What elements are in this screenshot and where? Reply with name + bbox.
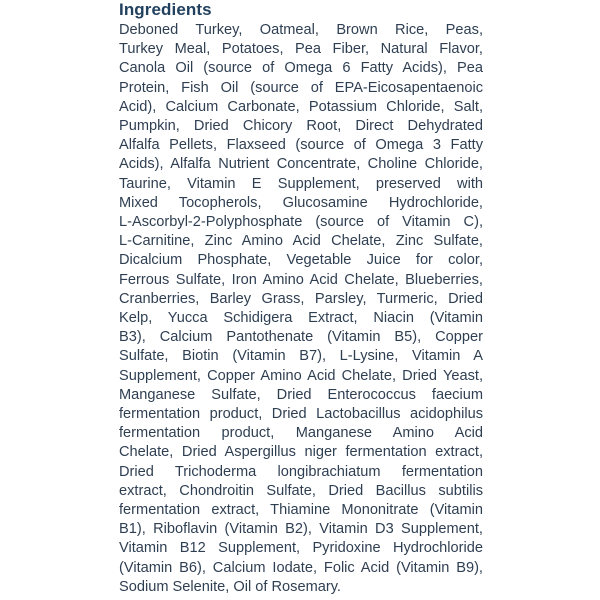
ingredient-line: Sulfate, Biotin (Vitamin B7), L-Lysine, Vitamin A — [119, 348, 483, 365]
ingredient-line: (Vitamin B6), Calcium Iodate, Folic Acid (Vitamin B9), — [119, 559, 483, 576]
ingredient-line: Protein, Fish Oil (source of EPA-Eicosapentaenoic — [119, 79, 483, 96]
ingredient-line: B1), Riboflavin (Vitamin B2), Vitamin D3 Supplement, — [119, 521, 483, 538]
ingredient-line: Cranberries, Barley Grass, Parsley, Turmeric, Dried — [119, 290, 483, 307]
ingredient-line: Deboned Turkey, Oatmeal, Brown Rice, Peas, — [119, 22, 483, 38]
ingredients-heading: Ingredients — [119, 0, 212, 19]
ingredient-line: L-Carnitine, Zinc Amino Acid Chelate, Zinc Sulfate, — [119, 233, 483, 250]
ingredient-line: Acids), Alfalfa Nutrient Concentrate, Choline Chloride, — [119, 156, 483, 173]
ingredients-panel — [119, 0, 483, 600]
ingredient-line: Pumpkin, Dried Chicory Root, Direct Dehydrated — [119, 118, 483, 135]
ingredient-line: Canola Oil (source of Omega 6 Fatty Acids), Pea — [119, 60, 483, 77]
ingredients-text — [119, 21, 483, 597]
ingredient-line: Manganese Sulfate, Dried Enterococcus faecium — [119, 386, 483, 403]
ingredient-line: Mixed Tocopherols, Glucosamine Hydrochloride, — [119, 194, 483, 211]
ingredient-line: Dried Trichoderma longibrachiatum fermentation — [119, 463, 483, 480]
ingredient-line: fermentation extract, Thiamine Mononitrate (Vitamin — [119, 502, 483, 519]
ingredient-line: Turkey Meal, Potatoes, Pea Fiber, Natural Flavor, — [119, 41, 483, 58]
ingredient-line: Taurine, Vitamin E Supplement, preserved with — [119, 175, 483, 192]
ingredient-line: B3), Calcium Pantothenate (Vitamin B5), Copper — [119, 329, 483, 346]
ingredient-line: Supplement, Copper Amino Acid Chelate, Dried Yeast, — [119, 367, 483, 384]
ingredient-line: Dicalcium Phosphate, Vegetable Juice for color, — [119, 252, 483, 269]
ingredient-line: Alfalfa Pellets, Flaxseed (source of Omega 3 Fatty — [119, 137, 483, 154]
ingredient-line: Chelate, Dried Aspergillus niger fermentation extract, — [119, 444, 483, 461]
ingredient-line: extract, Chondroitin Sulfate, Dried Bacillus subtilis — [119, 482, 483, 499]
ingredient-line: Vitamin B12 Supplement, Pyridoxine Hydrochloride — [119, 540, 483, 557]
ingredient-line-last: Sodium Selenite, Oil of Rosemary. — [119, 578, 341, 595]
ingredient-line: fermentation product, Manganese Amino Acid — [119, 425, 483, 442]
ingredient-line: Ferrous Sulfate, Iron Amino Acid Chelate, Blueberries, — [119, 271, 483, 288]
ingredient-line: Kelp, Yucca Schidigera Extract, Niacin (Vitamin — [119, 310, 483, 327]
ingredient-line: L-Ascorbyl-2-Polyphosphate (source of Vitamin C), — [119, 214, 483, 231]
ingredient-line: Acid), Calcium Carbonate, Potassium Chloride, Salt, — [119, 98, 483, 115]
ingredient-line: fermentation product, Dried Lactobacillus acidophilus — [119, 406, 483, 423]
